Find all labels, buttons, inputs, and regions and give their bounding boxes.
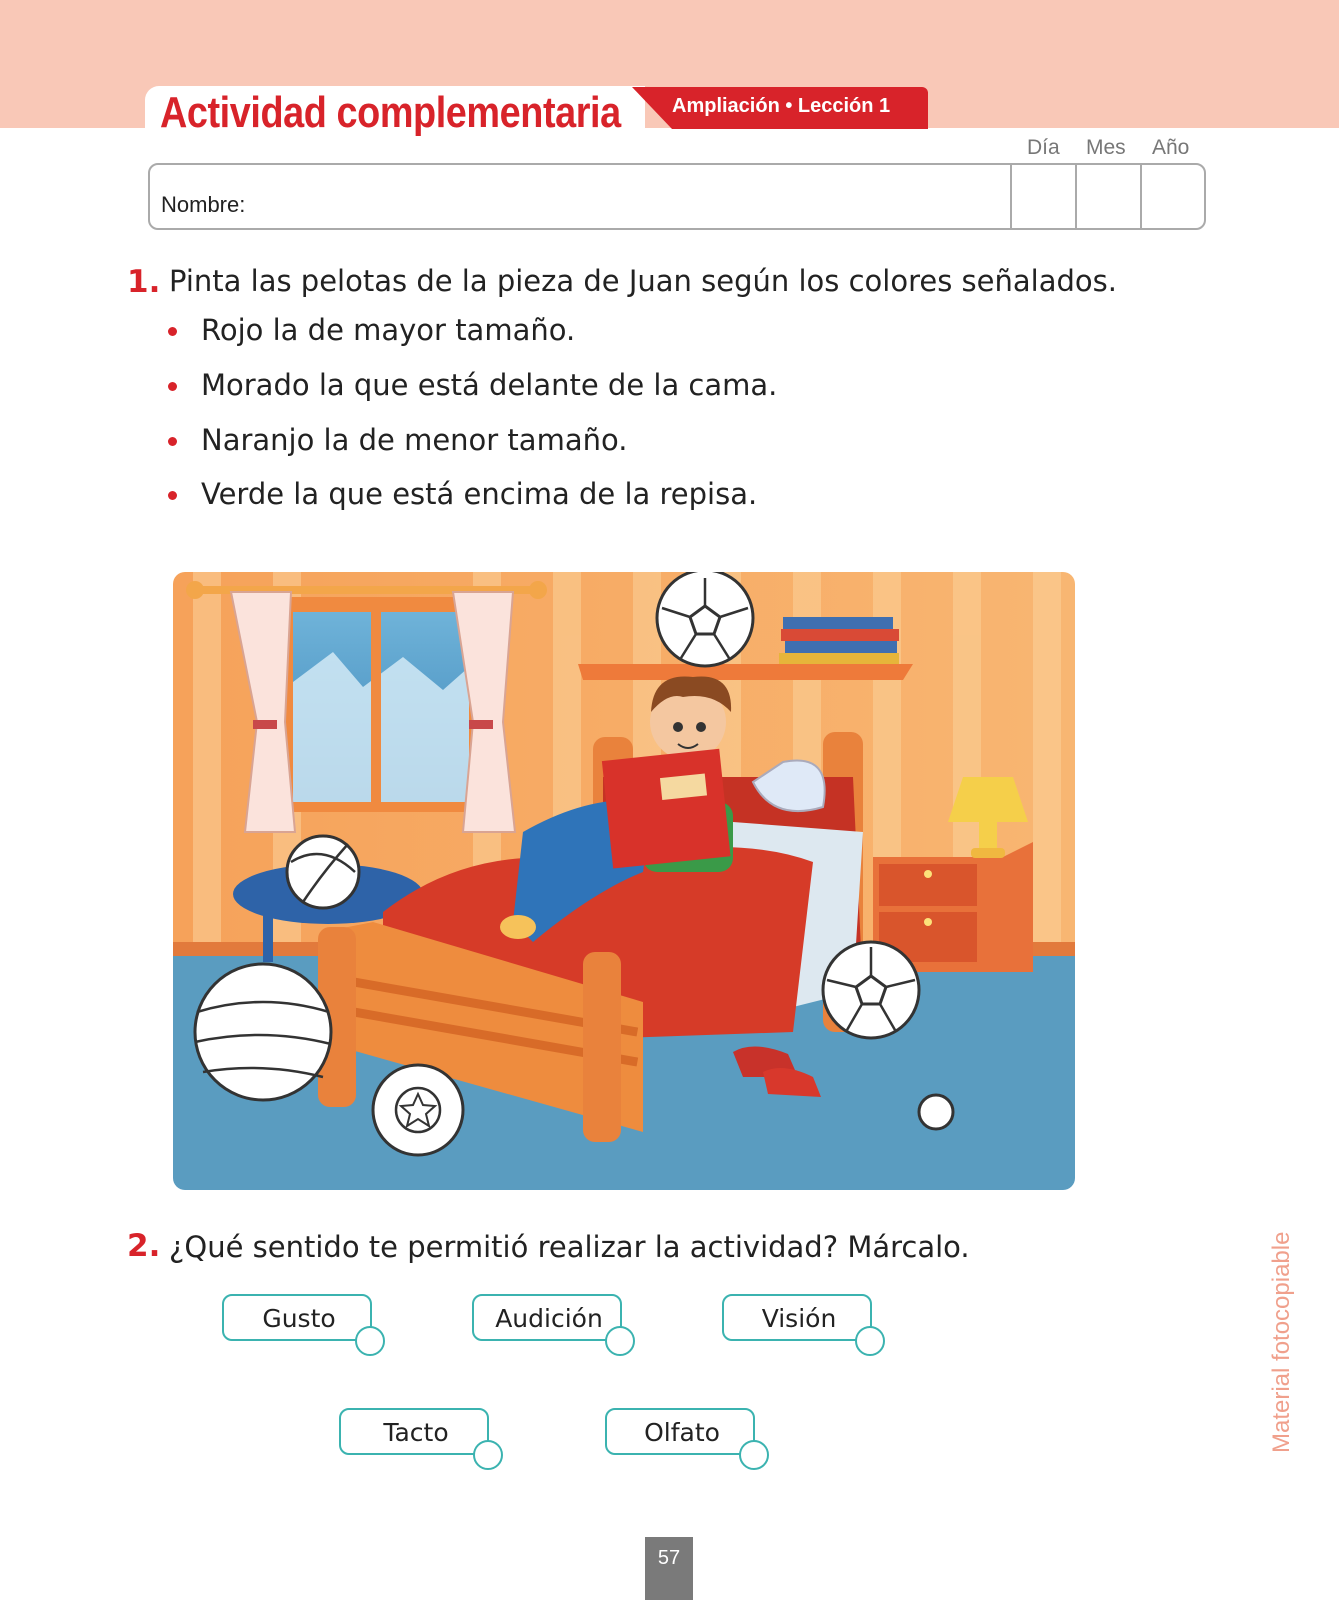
bullet-icon — [168, 491, 177, 500]
month-label: Mes — [1086, 136, 1126, 159]
day-field[interactable] — [1013, 166, 1073, 226]
question-1-number: 1. — [127, 264, 161, 300]
year-label: Año — [1152, 136, 1190, 159]
option-checkbox[interactable] — [473, 1440, 503, 1470]
question-2-number: 2. — [127, 1228, 161, 1264]
bullet-icon — [168, 382, 177, 391]
lesson-badge-label: Ampliación • Lección 1 — [672, 95, 891, 117]
question-1-text: Pinta las pelotas de la pieza de Juan según los colores señalados. — [169, 264, 1117, 298]
date-divider — [1140, 165, 1142, 228]
instruction-item: Naranjo la de menor tamaño. — [201, 423, 628, 457]
photocopiable-label: Material fotocopiable — [1268, 1231, 1295, 1453]
page-title: Actividad complementaria — [160, 88, 621, 137]
option-checkbox[interactable] — [355, 1326, 385, 1356]
option-label: Olfato — [644, 1418, 720, 1447]
year-field[interactable] — [1143, 166, 1203, 226]
option-checkbox[interactable] — [739, 1440, 769, 1470]
option-label: Tacto — [383, 1418, 449, 1447]
option-vision[interactable] — [722, 1294, 872, 1341]
bedroom-scene-illustration — [173, 572, 1075, 1190]
month-field[interactable] — [1078, 166, 1138, 226]
option-checkbox[interactable] — [605, 1326, 635, 1356]
instruction-item: Morado la que está delante de la cama. — [201, 368, 778, 402]
option-checkbox[interactable] — [855, 1326, 885, 1356]
option-gusto[interactable] — [222, 1294, 372, 1341]
bullet-icon — [168, 437, 177, 446]
date-divider — [1075, 165, 1077, 228]
option-tacto[interactable] — [339, 1408, 489, 1455]
day-label: Día — [1027, 136, 1060, 159]
instruction-item: Rojo la de mayor tamaño. — [201, 313, 576, 347]
page-number: 57 — [657, 1547, 681, 1569]
name-field[interactable] — [260, 168, 1005, 226]
instruction-item: Verde la que está encima de la repisa. — [201, 477, 758, 511]
question-2-text: ¿Qué sentido te permitió realizar la actividad? Márcalo. — [169, 1230, 970, 1264]
date-divider — [1010, 165, 1012, 228]
option-label: Visión — [761, 1304, 837, 1333]
option-olfato[interactable] — [605, 1408, 755, 1455]
option-label: Gusto — [262, 1304, 336, 1333]
option-label: Audición — [495, 1304, 603, 1333]
bullet-icon — [168, 327, 177, 336]
name-label: Nombre: — [161, 192, 246, 217]
option-audicion[interactable] — [472, 1294, 622, 1341]
